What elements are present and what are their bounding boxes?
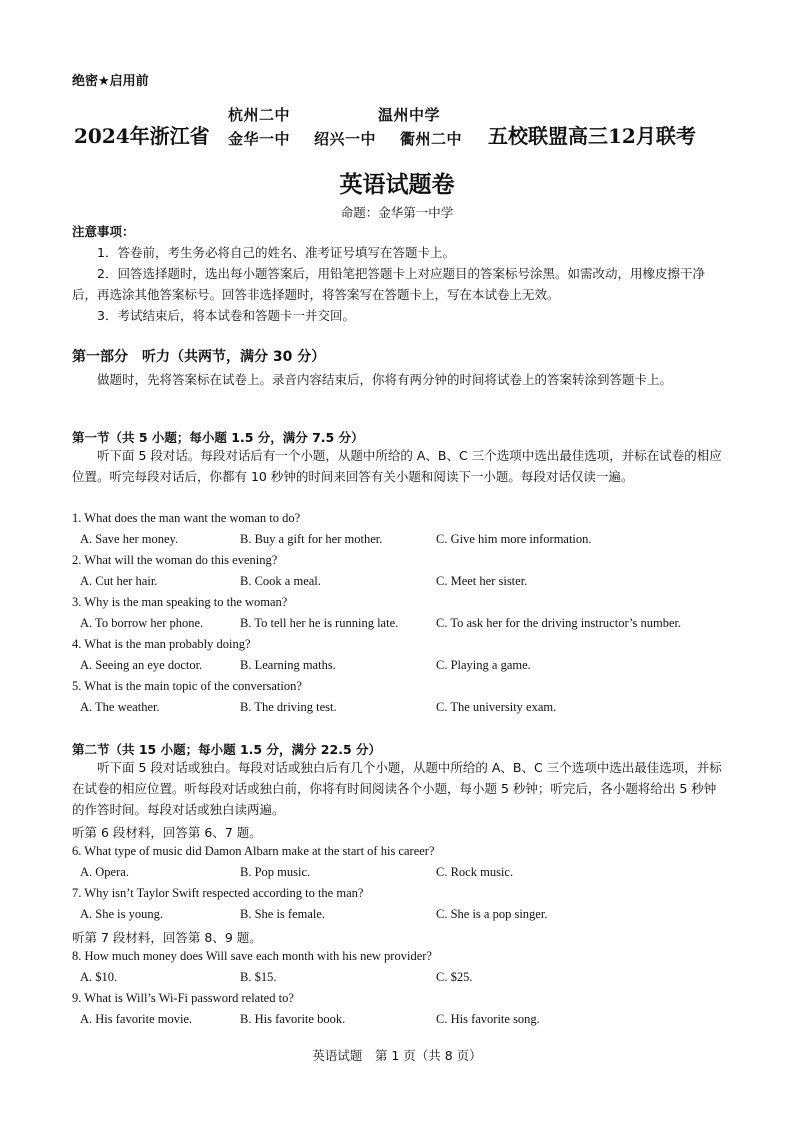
question-text: 5. What is the main topic of the conversation? — [72, 679, 302, 693]
title-exam-name: 五校联盟高三12月联考 — [488, 124, 696, 148]
confidential-mark: 绝密★启用前 — [72, 74, 149, 89]
option-c: C. She is a pop singer. — [436, 907, 548, 921]
part1-intro: 做题时，先将答案标在试卷上。录音内容结束后，你将有两分钟的时间将试卷上的答案转涂到答题卡上。 — [97, 372, 673, 387]
question-text: 7. Why isn’t Taylor Swift respected according to the man? — [72, 886, 364, 900]
option-c: C. Give him more information. — [436, 532, 592, 546]
option-a: A. The weather. — [80, 700, 160, 714]
part1-title: 第一部分 听力（共两节，满分 30 分） — [72, 349, 326, 365]
notice-item: 2．回答选择题时，选出每小题答案后，用铅笔把答题卡上对应题目的答案标号涂黑。如需改动，用橡皮擦干净后，再选涂其他答案标号。回答非选择题时，将答案写在答题卡上，写在本试卷上无效。 — [72, 266, 705, 302]
school-list — [228, 104, 480, 154]
option-c: C. The university exam. — [436, 700, 557, 714]
option-b: B. She is female. — [240, 907, 326, 921]
option-c: C. Playing a game. — [436, 658, 531, 672]
author-line: 命题：金华第一中学 — [340, 205, 454, 220]
option-b: B. To tell her he is running late. — [240, 616, 399, 630]
option-c: C. To ask her for the driving instructor’s number. — [436, 616, 682, 630]
question-text: 4. What is the man probably doing? — [72, 637, 251, 651]
question-text: 1. What does the man want the woman to do? — [72, 511, 301, 525]
page-footer: 英语试题 第 1 页（共 8 页） — [312, 1048, 482, 1063]
option-b: B. Learning maths. — [240, 658, 336, 672]
option-b: B. Cook a meal. — [240, 574, 321, 588]
option-c: C. Meet her sister. — [436, 574, 528, 588]
question-text: 2. What will the woman do this evening? — [72, 553, 278, 567]
option-b: B. Pop music. — [240, 865, 311, 879]
material-hint: 听第 7 段材料，回答第 8、9 题。 — [72, 930, 262, 945]
option-c: C. Rock music. — [436, 865, 514, 879]
option-c: C. His favorite song. — [436, 1012, 540, 1026]
option-a: A. Opera. — [80, 865, 129, 879]
option-a: A. To borrow her phone. — [80, 616, 204, 630]
subject-title: 英语试题卷 — [339, 171, 455, 198]
section2-title: 第二节（共 15 小题；每小题 1.5 分，满分 22.5 分） — [72, 742, 381, 757]
section1-title: 第一节（共 5 小题；每小题 1.5 分，满分 7.5 分） — [72, 430, 364, 445]
option-a: A. Save her money. — [80, 532, 179, 546]
question-text: 3. Why is the man speaking to the woman? — [72, 595, 288, 609]
school-name: 温州中学 — [378, 106, 441, 124]
option-c: C. $25. — [436, 970, 473, 984]
notice-item: 3．考试结束后，将本试卷和答题卡一并交回。 — [97, 308, 355, 323]
section2-intro: 听下面 5 段对话或独白。每段对话或独白后有几个小题，从题中所给的 A、B、C 三个选项中选出最佳选项，并标在试卷的相应位置。听每段对话或独白前，你将有时间阅读各个小题，每小题 5 秒钟；听完后，各小题将给出 5 秒钟的作答时间。每段对话或独白读两遍。 — [72, 760, 722, 817]
option-b: B. Buy a gift for her mother. — [240, 532, 383, 546]
option-b: B. His favorite book. — [240, 1012, 346, 1026]
section1-intro: 听下面 5 段对话。每段对话后有一个小题，从题中所给的 A、B、C 三个选项中选出最佳选项，并标在试卷的相应位置。听完每段对话后，你都有 10 秒钟的时间来回答有关小题和阅读下一小题。每段对话仅读一遍。 — [72, 448, 722, 484]
notice-title: 注意事项： — [72, 224, 135, 239]
option-b: B. $15. — [240, 970, 277, 984]
option-a: A. She is young. — [80, 907, 163, 921]
question-text: 9. What is Will’s Wi-Fi password related to? — [72, 991, 294, 1005]
option-a: A. Seeing an eye doctor. — [80, 658, 203, 672]
option-a: A. His favorite movie. — [80, 1012, 193, 1026]
question-text: 6. What type of music did Damon Albarn make at the start of his career? — [72, 844, 435, 858]
title-year-province: 2024年浙江省 — [74, 124, 210, 148]
material-hint: 听第 6 段材料，回答第 6、7 题。 — [72, 825, 262, 840]
school-name: 衢州二中 — [400, 130, 463, 148]
school-name: 绍兴一中 — [314, 130, 377, 148]
option-a: A. Cut her hair. — [80, 574, 158, 588]
question-text: 8. How much money does Will save each month with his new provider? — [72, 949, 432, 963]
school-name: 杭州二中 — [228, 106, 291, 124]
school-name: 金华一中 — [228, 130, 291, 148]
notice-item: 1．答卷前，考生务必将自己的姓名、准考证号填写在答题卡上。 — [97, 245, 455, 260]
option-b: B. The driving test. — [240, 700, 337, 714]
option-a: A. $10. — [80, 970, 118, 984]
